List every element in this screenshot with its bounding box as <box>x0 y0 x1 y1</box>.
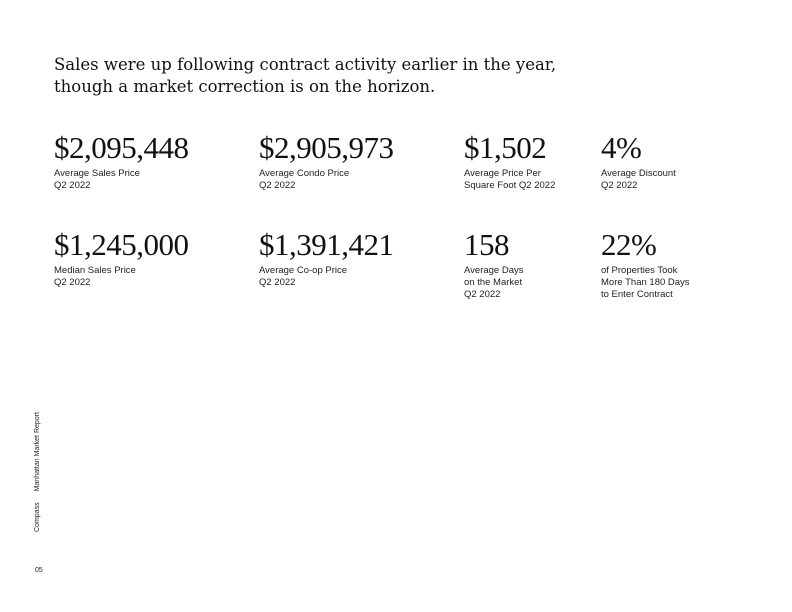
stat-label-line: Q2 2022 <box>601 180 638 191</box>
stat-label <box>259 168 394 192</box>
page-number: 05 <box>35 567 43 574</box>
stat-label <box>259 265 394 289</box>
stat-median-sales-price <box>54 229 189 289</box>
stat-label-line: Q2 2022 <box>464 289 501 300</box>
stat-label-line: Q2 2022 <box>54 180 91 191</box>
stat-value: $1,245,000 <box>54 227 189 262</box>
headline <box>54 54 557 98</box>
stat-label-line: Average Price Per <box>464 168 541 179</box>
stat-value: $1,502 <box>464 130 547 165</box>
stat-label-line: of Properties Took <box>601 265 678 276</box>
stat-value: $2,095,448 <box>54 130 189 165</box>
stat-label-line: Q2 2022 <box>259 180 296 191</box>
stat-average-condo-price <box>259 132 394 192</box>
stat-value: $1,391,421 <box>259 227 394 262</box>
stat-label <box>601 265 690 301</box>
stat-label-line: More Than 180 Days <box>601 277 690 288</box>
stat-label-line: Average Days <box>464 265 524 276</box>
stat-label-line: Median Sales Price <box>54 265 136 276</box>
stat-label <box>54 168 189 192</box>
headline-line-2: though a market correction is on the horizon. <box>54 77 436 96</box>
stat-label-line: on the Market <box>464 277 523 288</box>
stat-value: 22% <box>601 227 657 262</box>
stat-value: $2,905,973 <box>259 130 394 165</box>
stat-value: 158 <box>464 227 509 262</box>
stat-average-discount <box>601 132 676 192</box>
stat-label <box>464 168 555 192</box>
side-footer <box>34 401 41 532</box>
stat-label-line: Average Condo Price <box>259 168 350 179</box>
stat-label-line: Average Sales Price <box>54 168 140 179</box>
footer-brand: Compass <box>34 502 41 532</box>
stat-label-line: Square Foot Q2 2022 <box>464 180 556 191</box>
stat-properties-over-180-days <box>601 229 690 301</box>
stat-label-line: Average Co-op Price <box>259 265 348 276</box>
headline-line-1: Sales were up following contract activity earlier in the year, <box>54 55 557 74</box>
stat-label-line: to Enter Contract <box>601 289 673 300</box>
stat-label-line: Q2 2022 <box>54 277 91 288</box>
stat-label <box>601 168 676 192</box>
stat-average-days-on-market <box>464 229 524 301</box>
stat-average-price-per-square-foot <box>464 132 555 192</box>
footer-report-title: Manhattan Market Report <box>34 412 41 492</box>
stat-label <box>464 265 524 301</box>
stat-average-sales-price <box>54 132 189 192</box>
stat-average-coop-price <box>259 229 394 289</box>
stat-label-line: Average Discount <box>601 168 676 179</box>
stat-label-line: Q2 2022 <box>259 277 296 288</box>
stat-value: 4% <box>601 130 642 165</box>
stat-label <box>54 265 189 289</box>
